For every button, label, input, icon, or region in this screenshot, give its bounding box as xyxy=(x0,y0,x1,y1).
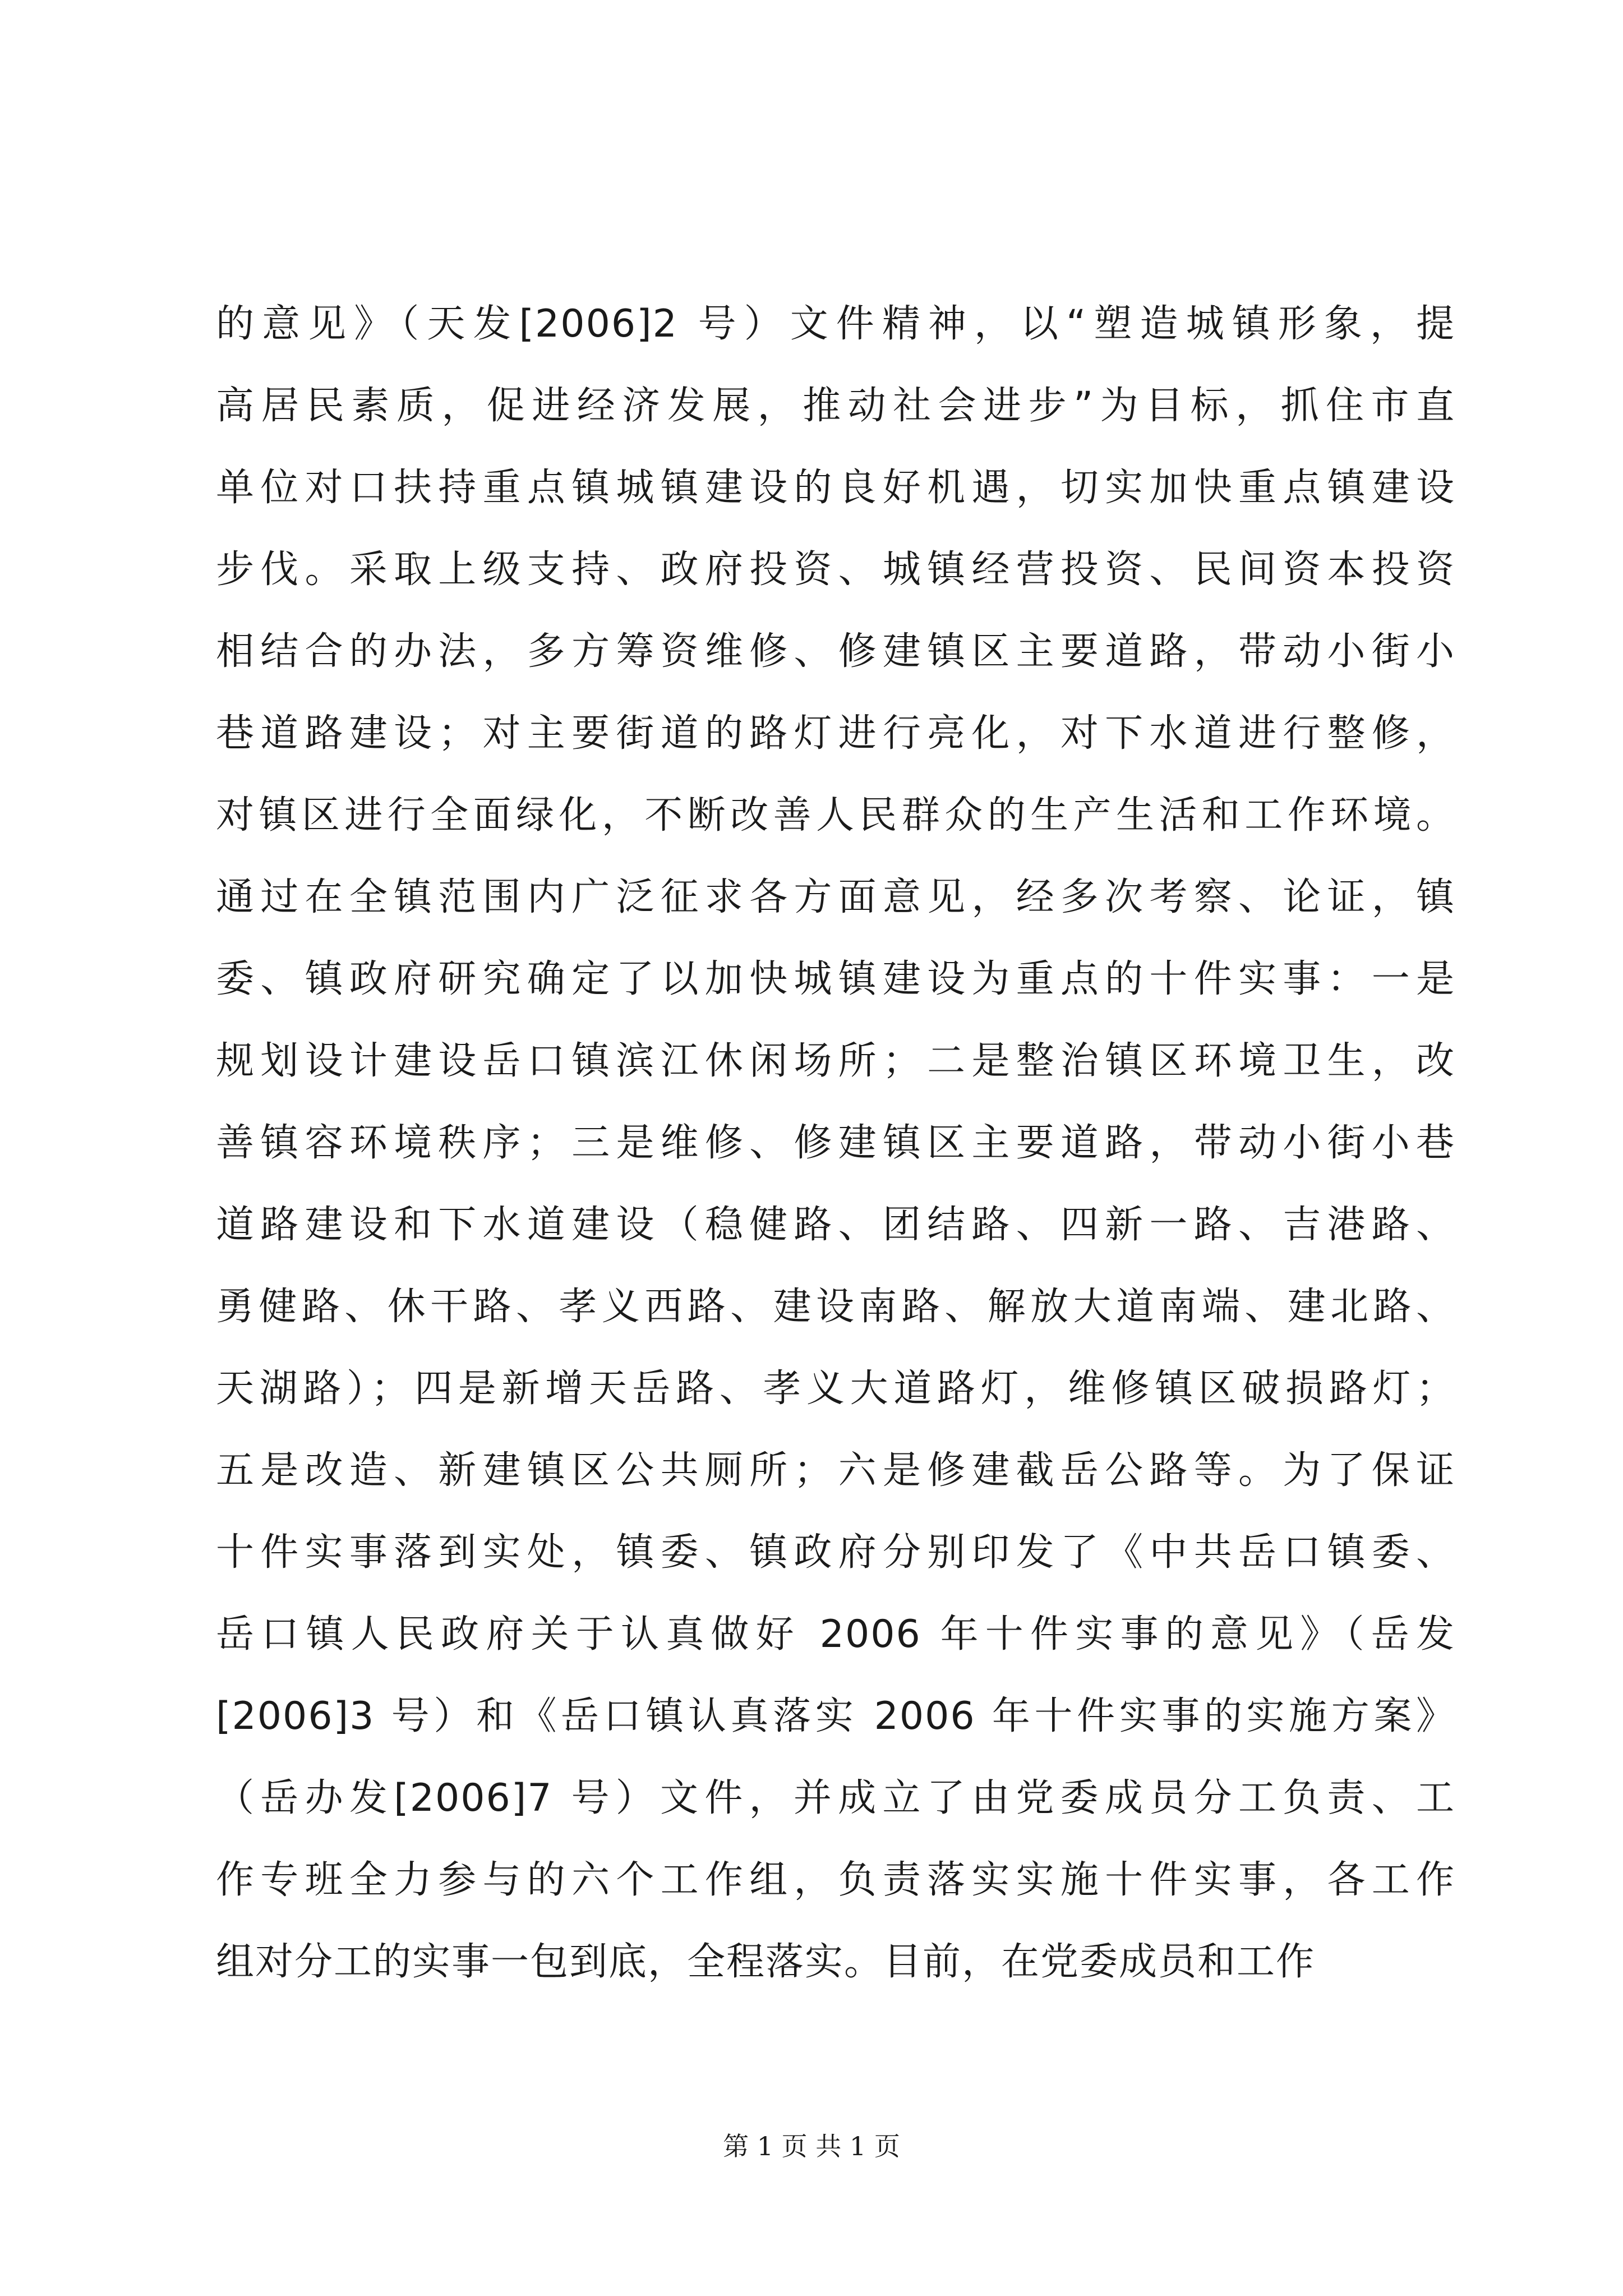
text-line: [2006]3 号）和《岳口镇认真落实 2006 年十件实事的实施方案》 xyxy=(216,1694,1455,1738)
text-line: 通过在全镇范围内广泛征求各方面意见，经多次考察、论证，镇 xyxy=(216,875,1455,919)
text-line: 道路建设和下水道建设（稳健路、团结路、四新一路、吉港路、 xyxy=(216,1203,1455,1247)
text-line: 勇健路、休干路、孝义西路、建设南路、解放大道南端、建北路、 xyxy=(216,1285,1455,1329)
text-line: 高居民素质，促进经济发展，推动社会进步”为目标，抓住市直 xyxy=(216,384,1455,428)
text-line: 组对分工的实事一包到底，全程落实。目前，在党委成员和工作 xyxy=(216,1940,1316,1984)
text-line: 十件实事落到实处，镇委、镇政府分别印发了《中共岳口镇委、 xyxy=(216,1530,1455,1575)
text-line: 天湖路）；四是新增天岳路、孝义大道路灯，维修镇区破损路灯； xyxy=(216,1366,1455,1411)
text-line: 对镇区进行全面绿化，不断改善人民群众的生产生活和工作环境。 xyxy=(216,793,1455,838)
text-line: 步伐。采取上级支持、政府投资、城镇经营投资、民间资本投资 xyxy=(216,547,1455,592)
text-line: 委、镇政府研究确定了以加快城镇建设为重点的十件实事：一是 xyxy=(216,957,1455,1001)
text-line: 善镇容环境秩序；三是维修、修建镇区主要道路，带动小街小巷 xyxy=(216,1121,1455,1165)
text-line: 规划设计建设岳口镇滨江休闲场所；二是整治镇区环境卫生，改 xyxy=(216,1039,1455,1083)
text-line: 的意见》（天发[2006]2 号）文件精神，以“塑造城镇形象，提 xyxy=(216,302,1455,346)
text-line: 作专班全力参与的六个工作组，负责落实实施十件实事，各工作 xyxy=(216,1858,1455,1902)
body-text xyxy=(216,283,1455,2003)
page-footer: 第 1 页 共 1 页 xyxy=(723,2131,900,2161)
text-line: 五是改造、新建镇区公共厕所；六是修建截岳公路等。为了保证 xyxy=(216,1448,1455,1493)
text-line: 巷道路建设；对主要街道的路灯进行亮化，对下水道进行整修， xyxy=(216,711,1455,756)
text-line: （岳办发[2006]7 号）文件，并成立了由党委成员分工负责、工 xyxy=(216,1776,1455,1820)
text-line: 单位对口扶持重点镇城镇建设的良好机遇，切实加快重点镇建设 xyxy=(216,466,1455,510)
text-line: 岳口镇人民政府关于认真做好 2006 年十件实事的意见》（岳发 xyxy=(216,1612,1455,1657)
text-line: 相结合的办法，多方筹资维修、修建镇区主要道路，带动小街小 xyxy=(216,629,1455,674)
